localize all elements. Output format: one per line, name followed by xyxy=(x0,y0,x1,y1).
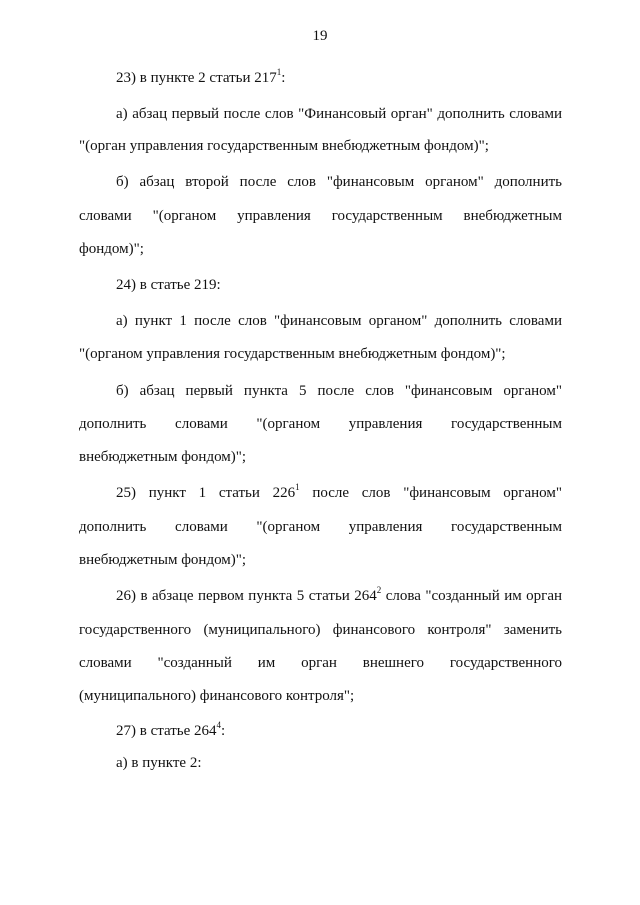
paragraph-text: после слов "финансовым органом" xyxy=(299,485,562,501)
paragraph-23b-line2: словами "(органом управления государственным внебюджетным xyxy=(79,208,562,224)
paragraph-23a-line1: а) абзац первый после слов "Финансовый орган" дополнить словами xyxy=(116,106,562,122)
paragraph-26-line3: словами "созданный им орган внешнего государственного xyxy=(79,655,562,671)
paragraph-25-line3: внебюджетным фондом)"; xyxy=(79,552,247,568)
paragraph-26-line4: (муниципального) финансового контроля"; xyxy=(79,688,355,704)
paragraph-text: 27) в статье 264 xyxy=(116,723,217,739)
paragraph-text: слова "созданный им орган xyxy=(381,588,562,604)
paragraph-text: 26) в абзаце первом пункта 5 статьи 264 xyxy=(116,588,377,604)
paragraph-27 xyxy=(79,713,562,749)
superscript: 4 xyxy=(216,720,222,730)
paragraph-24b-line2: дополнить словами "(органом управления государственным xyxy=(79,416,562,432)
paragraph-24b-line3: внебюджетным фондом)"; xyxy=(79,449,247,465)
paragraph-24a-line1: а) пункт 1 после слов "финансовым органом" дополнить словами xyxy=(116,313,562,329)
paragraph-23 xyxy=(79,60,562,96)
paragraph-24a-line2: "(органом управления государственным внебюджетным фондом)"; xyxy=(79,346,506,362)
paragraph-26-line1 xyxy=(79,578,562,614)
paragraph-27a: а) в пункте 2: xyxy=(116,755,202,771)
paragraph-tail: : xyxy=(281,70,286,86)
superscript: 1 xyxy=(295,482,300,492)
paragraph-23b-line3: фондом)"; xyxy=(79,241,144,257)
paragraph-25-line2: дополнить словами "(органом управления государственным xyxy=(79,519,562,535)
paragraph-text: 25) пункт 1 статьи 226 xyxy=(116,485,296,501)
paragraph-text: 23) в пункте 2 статьи 217 xyxy=(116,70,277,86)
paragraph-24b-line1: б) абзац первый пункта 5 после слов "финансовым органом" xyxy=(116,383,562,399)
paragraph-24: 24) в статье 219: xyxy=(116,277,221,293)
page-number: 19 xyxy=(312,28,328,44)
paragraph-23a-line2: "(орган управления государственным внебюджетным фондом)"; xyxy=(79,138,489,154)
paragraph-23b-line1: б) абзац второй после слов "финансовым органом" дополнить xyxy=(116,174,562,190)
superscript: 1 xyxy=(276,67,282,77)
paragraph-26-line2: государственного (муниципального) финансового контроля" заменить xyxy=(79,622,562,638)
paragraph-25-line1 xyxy=(79,475,562,511)
paragraph-tail: : xyxy=(221,723,226,739)
superscript: 2 xyxy=(376,585,382,595)
